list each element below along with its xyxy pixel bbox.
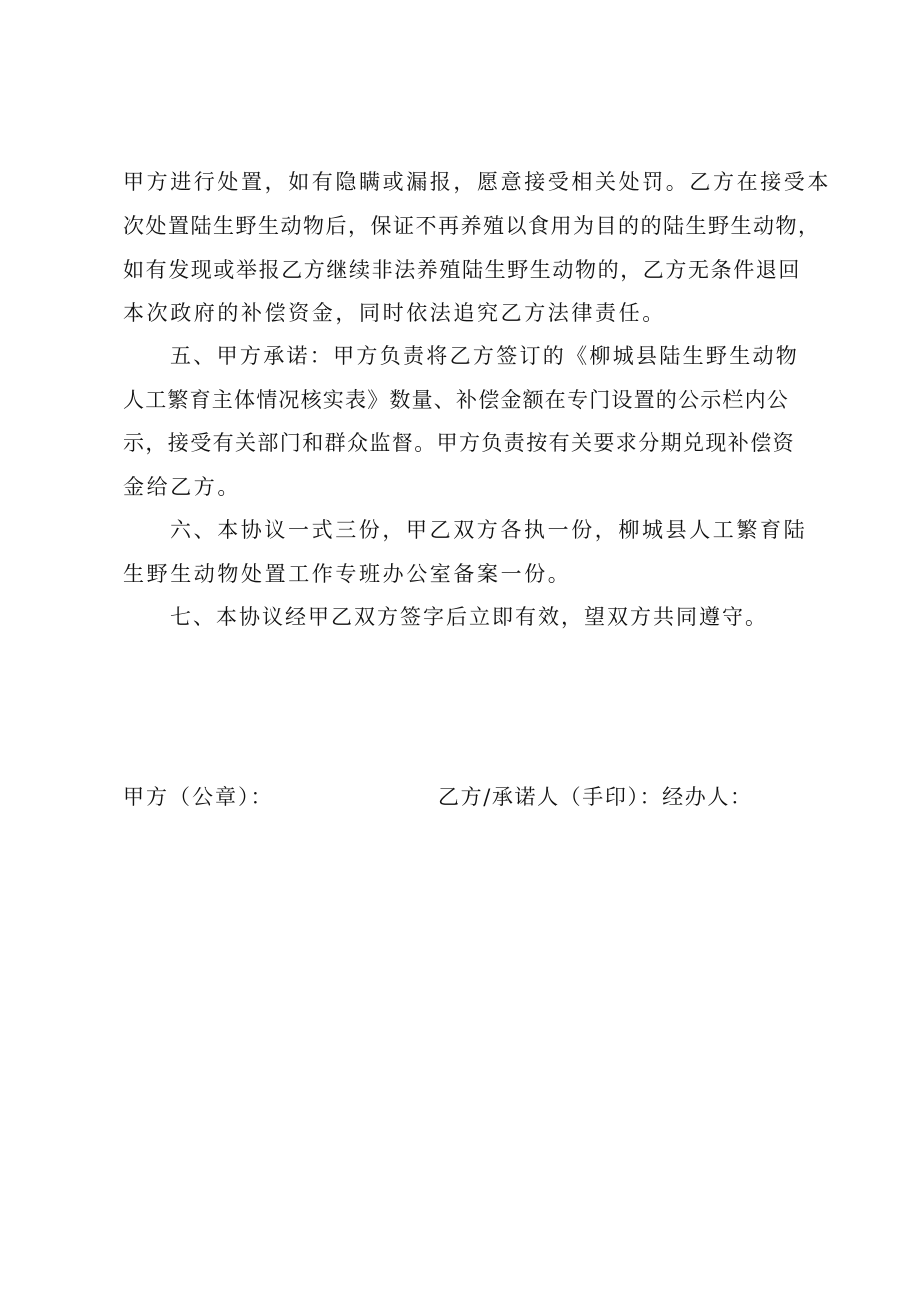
paragraph-line: 生野生动物处置工作专班办公室备案一份。	[123, 562, 572, 586]
clause-seven-line: 七、本协议经甲乙双方签字后立即有效，望双方共同遵守。	[170, 605, 768, 629]
clause-six-line: 六、本协议一式三份，甲乙双方各执一份，柳城县人工繁育陆	[170, 518, 808, 542]
paragraph-line: 人工繁育主体情况核实表》数量、补偿金额在专门设置的公示栏内公	[123, 388, 789, 412]
party-b-signature-label: 乙方/承诺人（手印）：经办人：	[438, 785, 753, 809]
paragraph-line: 甲方进行处置，如有隐瞒或漏报，愿意接受相关处罚。乙方在接受本	[123, 170, 831, 194]
paragraph-line: 示，接受有关部门和群众监督。甲方负责按有关要求分期兑现补偿资	[123, 431, 795, 455]
clause-five-line: 五、甲方承诺：甲方负责将乙方签订的《柳城县陆生野生动物	[170, 344, 800, 368]
party-a-signature-label: 甲方（公章）：	[123, 785, 274, 809]
paragraph-line: 金给乙方。	[123, 475, 241, 499]
paragraph-line: 如有发现或举报乙方继续非法养殖陆生野生动物的，乙方无条件退回	[123, 258, 801, 282]
paragraph-line: 次处置陆生野生动物后，保证不再养殖以食用为目的的陆生野生动物，	[123, 214, 821, 238]
paragraph-line: 本次政府的补偿资金，同时依法追究乙方法律责任。	[123, 301, 666, 325]
